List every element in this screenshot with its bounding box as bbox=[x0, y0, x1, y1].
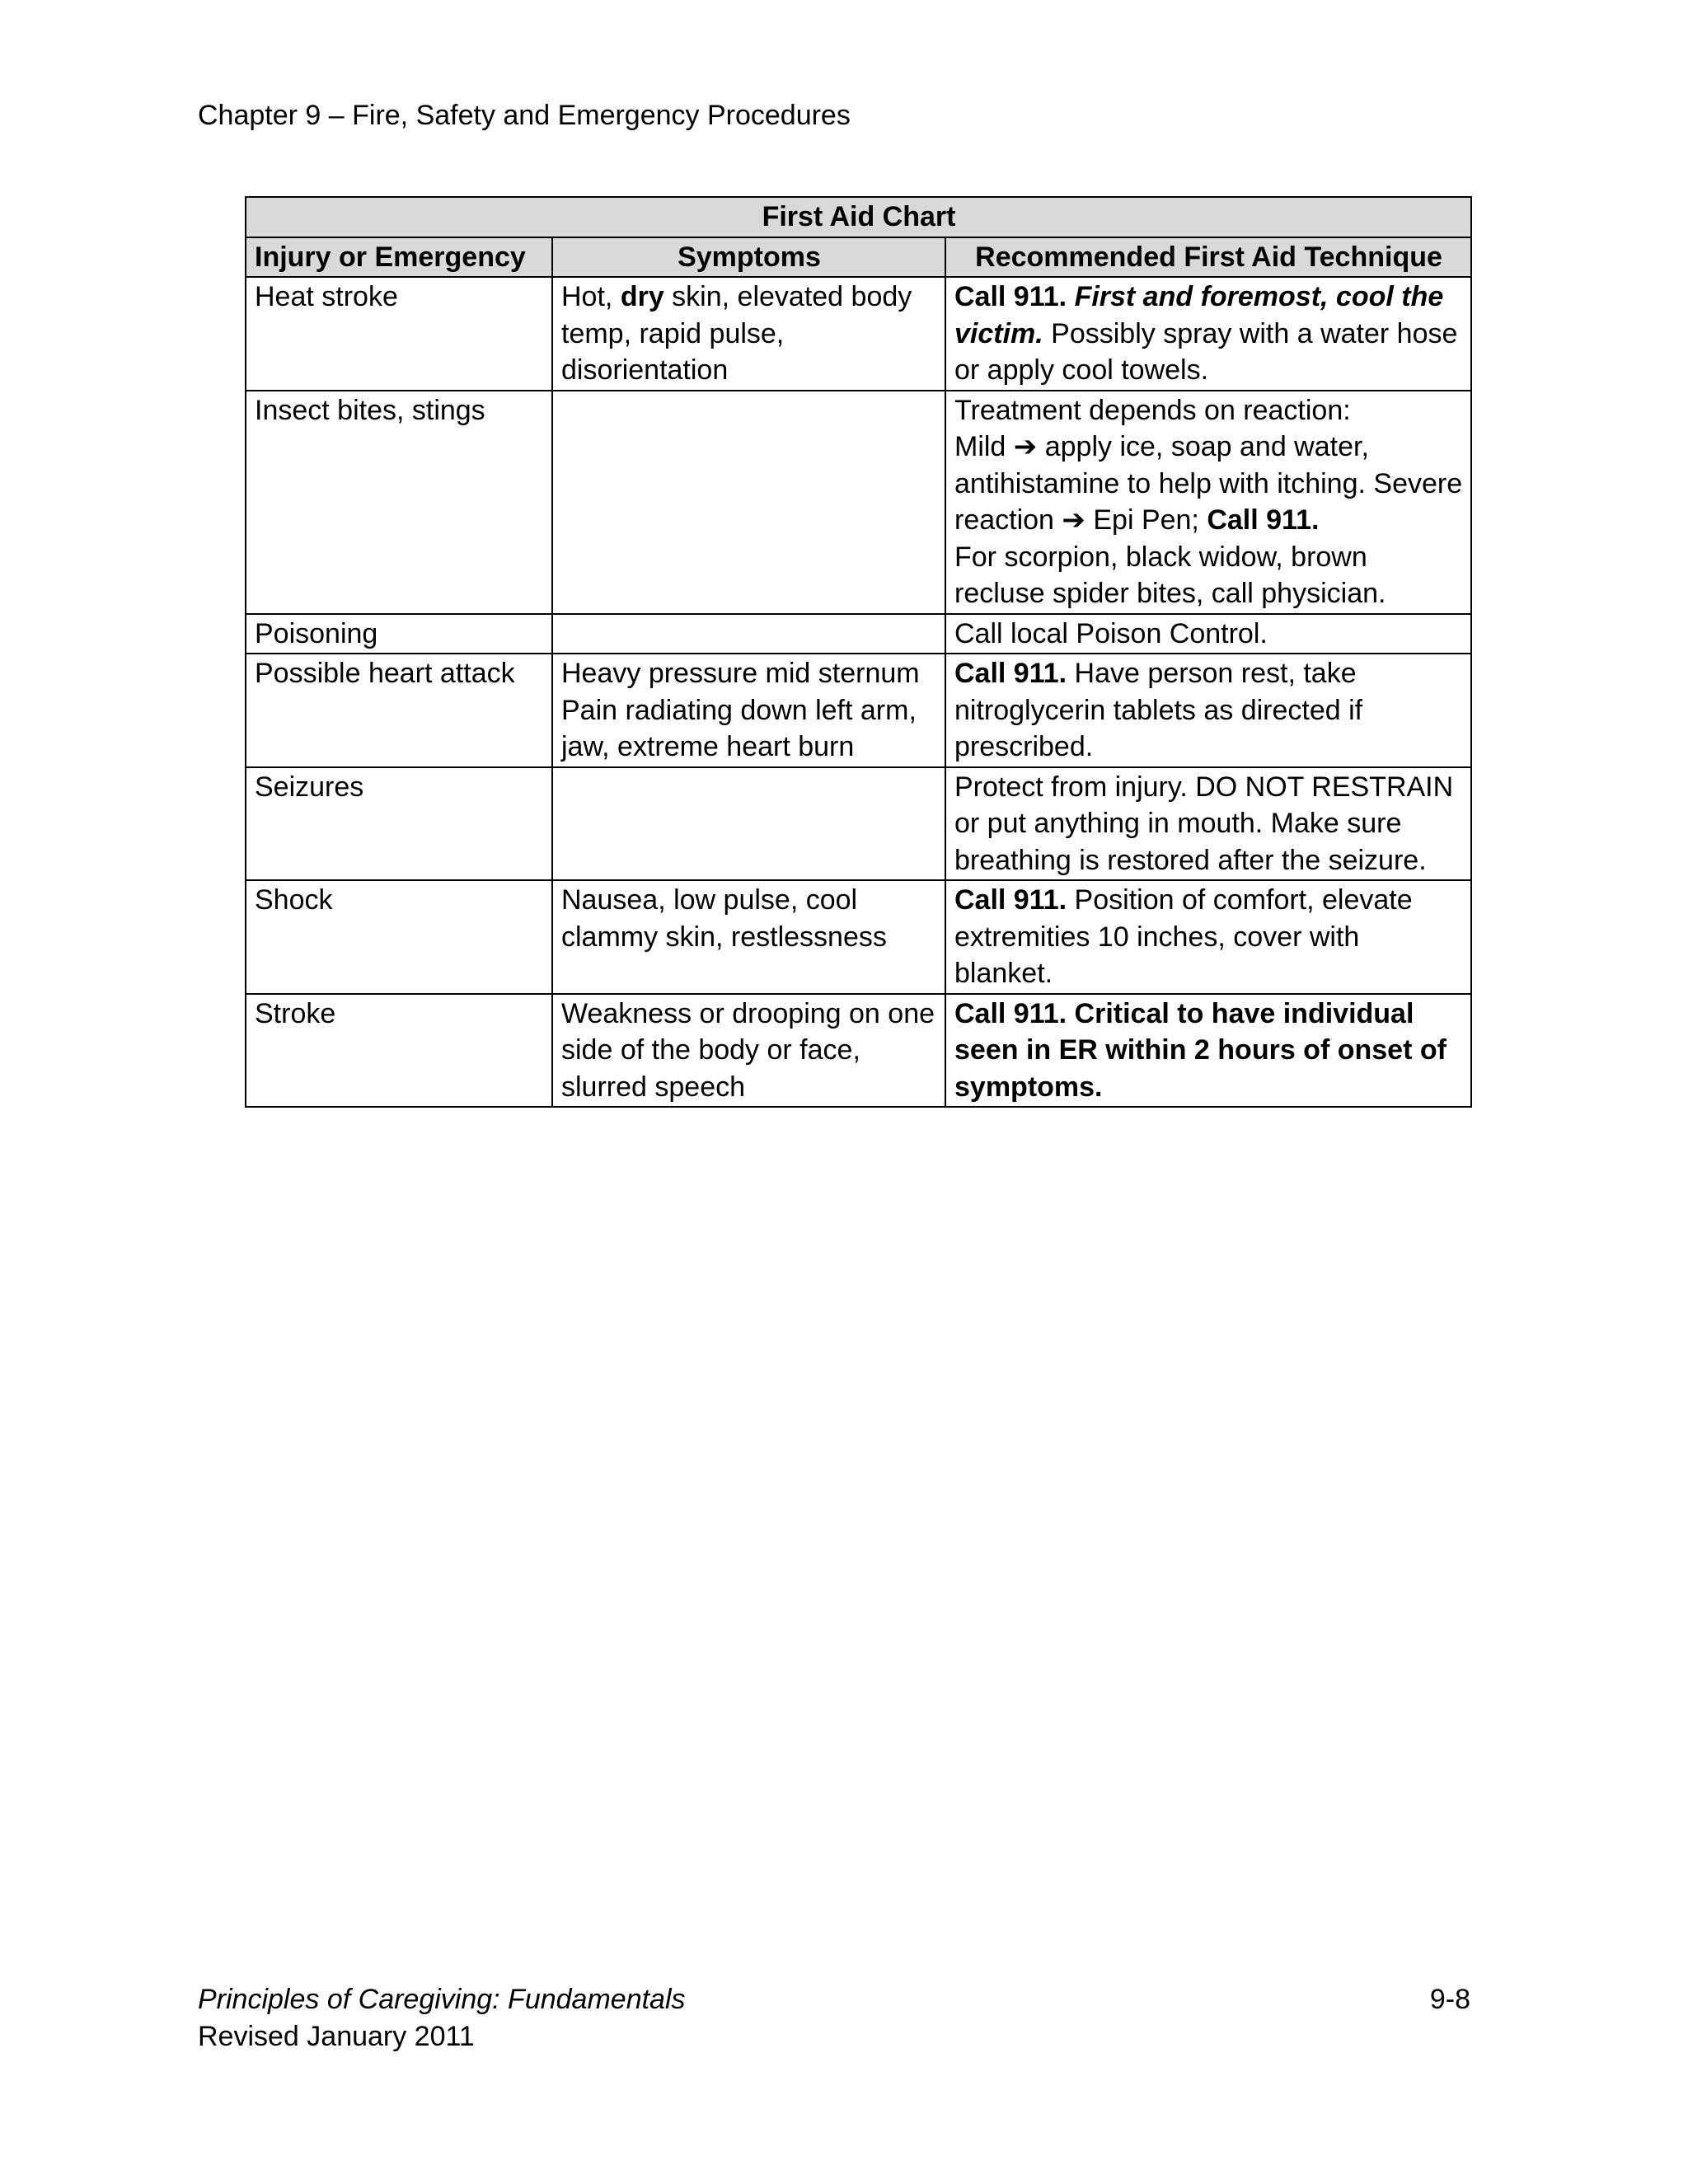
table-row bbox=[246, 277, 1471, 391]
injury-cell: Poisoning bbox=[246, 614, 552, 654]
injury-cell: Insect bites, stings bbox=[246, 391, 552, 614]
symptoms-cell bbox=[552, 767, 945, 881]
technique-line: Treatment depends on reaction: bbox=[954, 394, 1351, 426]
table-row bbox=[246, 654, 1471, 767]
symptoms-cell bbox=[552, 614, 945, 654]
footer-revised-date: Revised January 2011 bbox=[198, 2021, 475, 2052]
arrow-right-icon: ➔ bbox=[1013, 431, 1038, 462]
column-header-technique: Recommended First Aid Technique bbox=[945, 237, 1471, 278]
injury-cell: Shock bbox=[246, 880, 552, 994]
table-row bbox=[246, 880, 1471, 994]
table-header-row bbox=[246, 237, 1471, 278]
symptoms-cell bbox=[552, 391, 945, 614]
table-title: First Aid Chart bbox=[246, 197, 1471, 237]
footer bbox=[198, 1981, 686, 2055]
technique-cell: Protect from injury. DO NOT RESTRAIN or put anything in mouth. Make sure breathing is restored after the seizure. bbox=[945, 767, 1471, 881]
injury-cell: Heat stroke bbox=[246, 277, 552, 391]
injury-cell: Seizures bbox=[246, 767, 552, 881]
arrow-right-icon: ➔ bbox=[1062, 504, 1085, 536]
chapter-header: Chapter 9 – Fire, Safety and Emergency Procedures bbox=[198, 100, 851, 131]
technique-cell: Call local Poison Control. bbox=[945, 614, 1471, 654]
symptoms-cell: Heavy pressure mid sternum Pain radiating down left arm, jaw, extreme heart burn bbox=[552, 654, 945, 767]
column-header-symptoms: Symptoms bbox=[552, 237, 945, 278]
technique-cell bbox=[945, 391, 1471, 614]
table-row bbox=[246, 767, 1471, 881]
column-header-injury: Injury or Emergency bbox=[246, 237, 552, 278]
technique-cell: Call 911. Critical to have individual seen in ER within 2 hours of onset of symptoms. bbox=[945, 994, 1471, 1108]
footer-title: Principles of Caregiving: Fundamentals bbox=[198, 1984, 686, 2015]
symptoms-cell: Weakness or drooping on one side of the body or face, slurred speech bbox=[552, 994, 945, 1108]
symptoms-cell: Hot, dry skin, elevated body temp, rapid pulse, disorientation bbox=[552, 277, 945, 391]
technique-cell: Call 911. First and foremost, cool the victim. Possibly spray with a water hose or apply cool towels. bbox=[945, 277, 1471, 391]
first-aid-table bbox=[245, 196, 1472, 1108]
technique-line: Mild ➔ apply ice, soap and water, antihistamine to help with itching. Severe reaction ➔ Epi Pen; Call 911. bbox=[954, 431, 1463, 536]
injury-cell: Stroke bbox=[246, 994, 552, 1108]
technique-cell: Call 911. Position of comfort, elevate extremities 10 inches, cover with blanket. bbox=[945, 880, 1471, 994]
page-number: 9-8 bbox=[1429, 1984, 1470, 2015]
table-title-row bbox=[246, 197, 1471, 237]
technique-cell: Call 911. Have person rest, take nitroglycerin tablets as directed if prescribed. bbox=[945, 654, 1471, 767]
table-row bbox=[246, 994, 1471, 1108]
injury-cell: Possible heart attack bbox=[246, 654, 552, 767]
table-row bbox=[246, 391, 1471, 614]
symptoms-cell: Nausea, low pulse, cool clammy skin, restlessness bbox=[552, 880, 945, 994]
technique-line: For scorpion, black widow, brown recluse spider bites, call physician. bbox=[954, 541, 1386, 609]
table-row bbox=[246, 614, 1471, 654]
